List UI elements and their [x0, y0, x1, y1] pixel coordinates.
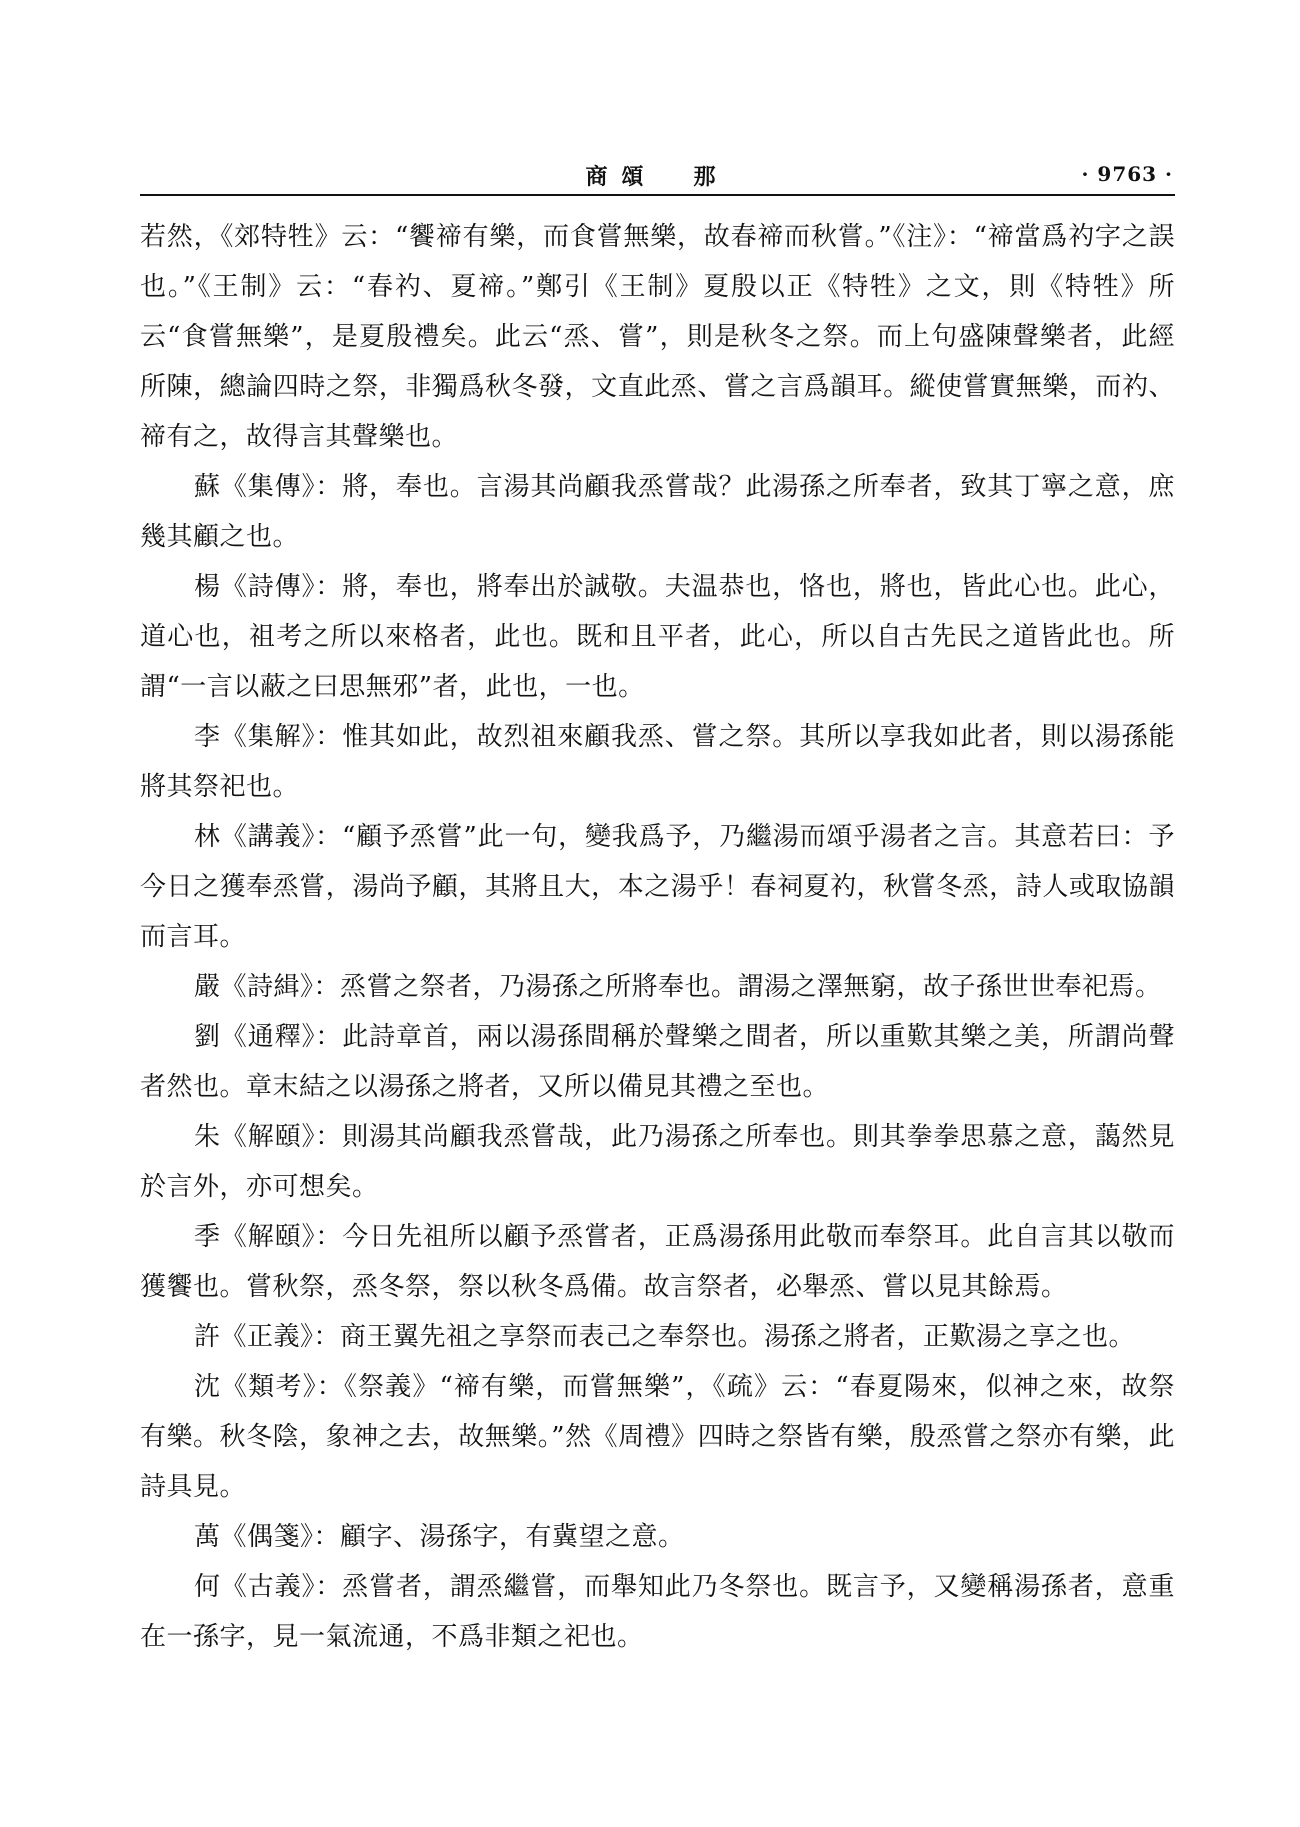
paragraph-zhu-jieyi: 朱《解頤》：則湯其尚顧我烝嘗哉，此乃湯孫之所奉也。則其拳拳思慕之意，藹然見於言外，亦可想矣。 — [140, 1122, 1175, 1202]
paragraph-xu-zhengyi: 許《正義》：商王翼先祖之享祭而表己之奉祭也。湯孫之將者，正歎湯之享之也。 — [194, 1322, 1136, 1352]
paragraph-ji-jieyi: 季《解頤》：今日先祖所以顧予烝嘗者，正爲湯孫用此敬而奉祭耳。此自言其以敬而獲饗也。嘗秋祭，烝冬祭，祭以秋冬爲備。故言祭者，必舉烝、嘗以見其餘焉。 — [140, 1222, 1175, 1302]
page-number: · 9763 · — [1081, 162, 1173, 186]
running-header — [140, 158, 1175, 196]
paragraph-shen-leikao: 沈《類考》：《祭義》“禘有樂，而嘗無樂”，《疏》云：“春夏陽來，似神之來，故祭有樂。秋冬陰，象神之去，故無樂。”然《周禮》四時之祭皆有樂，殷烝嘗之祭亦有樂，此詩具見。 — [140, 1372, 1175, 1502]
paragraph-commentary-intro: 若然，《郊特牲》云：“饗禘有樂，而食嘗無樂，故春禘而秋嘗。”《注》：“禘當爲礿字之誤也。”《王制》云：“春礿、夏禘。”鄭引《王制》夏殷以正《特牲》之文，則《特牲》所云“食嘗無樂”，是夏殷禮矣。此云“烝、嘗”，則是秋冬之祭。而上句盛陳聲樂者，此經所陳，總論四時之祭，非獨爲秋冬發，文直此烝、嘗之言爲韻耳。縱使嘗實無樂，而礿、禘有之，故得言其聲樂也。 — [140, 222, 1175, 452]
paragraph-yang-shizhuan: 楊《詩傳》：將，奉也，將奉出於誠敬。夫温恭也，恪也，將也，皆此心也。此心，道心也，祖考之所以來格者，此也。既和且平者，此心，所以自古先民之道皆此也。所謂“一言以蔽之曰思無邪”者，此也，一也。 — [140, 572, 1175, 702]
running-title: 商頌 那 — [585, 164, 730, 190]
paragraph-su-jizhuan: 蘇《集傳》：將，奉也。言湯其尚顧我烝嘗哉？此湯孫之所奉者，致其丁寧之意，庶幾其顧之也。 — [140, 472, 1175, 552]
body-text — [140, 212, 1175, 1662]
paragraph-he-guyi: 何《古義》：烝嘗者，謂烝繼嘗，而舉知此乃冬祭也。既言予，又變稱湯孫者，意重在一孫字，見一氣流通，不爲非類之祀也。 — [140, 1572, 1175, 1652]
paragraph-liu-tongshi: 劉《通釋》：此詩章首，兩以湯孫間稱於聲樂之間者，所以重歎其樂之美，所謂尚聲者然也。章末結之以湯孫之將者，又所以備見其禮之至也。 — [140, 1022, 1175, 1102]
paragraph-li-jijie: 李《集解》：惟其如此，故烈祖來顧我烝、嘗之祭。其所以享我如此者，則以湯孫能將其祭祀也。 — [140, 722, 1175, 802]
paragraph-yan-shiji: 嚴《詩緝》：烝嘗之祭者，乃湯孫之所將奉也。謂湯之澤無窮，故子孫世世奉祀焉。 — [194, 972, 1162, 1002]
paragraph-lin-jiangyi: 林《講義》：“顧予烝嘗”此一句，變我爲予，乃繼湯而頌乎湯者之言。其意若曰：予今日之獲奉烝嘗，湯尚予顧，其將且大，本之湯乎！春祠夏礿，秋嘗冬烝，詩人或取協韻而言耳。 — [140, 822, 1175, 952]
paragraph-wan-oujian: 萬《偶箋》：顧字、湯孫字，有冀望之意。 — [194, 1522, 685, 1552]
